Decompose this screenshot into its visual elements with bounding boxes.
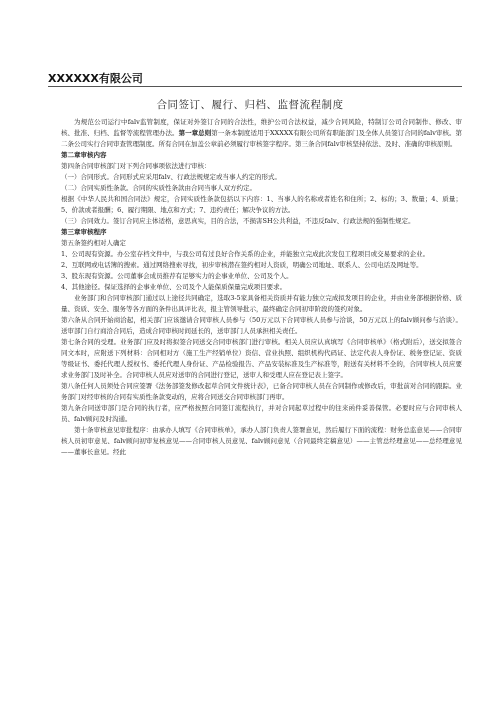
article-7: 第七条合同的受理。业务部门应及时将拟签合同送交合同审核部门进行审核。相关人员应认真填写《合同审核单》（格式附后），送交拟签合同文本时，应附送下列材料：合同相对方（施工生产经销单位）资信、营业执照、组织机构代码证、法定代表人身份证、税务登记证、资质等级证书、委托代理人授权书、委托代理人身份证、产品检验报告、产品安装标准及生产标准等，附送有关材料不全的，合同审核人员应要求业务部门及时补全。合同审核人员应对送审的合同进行登记，送审人和受理人应在登记表上签字。	[61, 338, 462, 379]
article-5-summary: 业务部门和合同审核部门通过以上途径共同确定，选取3-5家具备相关资质并有能力独立完成拟发项目的企业，并由业务部根据价格、质量、资质、安全、服务等各方面的条件出具评比表，报主管领导批示，最终确定合同初审阶段的签约对象。	[61, 294, 462, 313]
article-4: 第四条合同审核部门对下列合同事项依法进行审核：	[61, 162, 211, 170]
chapter-1-heading: 第一章总则	[178, 129, 212, 137]
document-body	[61, 117, 462, 458]
article-5-item-3: 3、股东现有资源。公司董事会成员推荐有足够实力的企事业单位、公司及个人。	[61, 272, 293, 280]
item-contract-form: （一）合同形式。合同形式应采用falv、行政法规规定或当事人约定的形式。	[61, 173, 282, 181]
article-5-item-4: 4、其他途径。保证选择的企事业单位、公司及个人能保质保量完成项目要求。	[61, 283, 287, 291]
article-6: 第六条从合同开始商洽起，相关部门应该邀请合同审核人员参与（50万元以下合同审核人员参与洽谈，50万元以上的falv顾问参与洽谈）。送审部门自行商洽合同后，造成合同审核时间延长的，送审部门人员承担相关责任。	[61, 316, 462, 335]
contract-law-terms: 根据《中华人民共和国合同法》规定，合同实质性条款包括以下内容：1、当事人的名称或者姓名和住所；2、标的；3、数量；4、质量；5、价款或者报酬；6、履行期限、地点和方式；7、违约责任；解决争议的方法。	[61, 195, 462, 214]
intro-text: 为规范公司运行中falv监管制度，保证对外签订合同的合法性，维护公司合法权益，减少合同风险，特制订公司合同制作、修改、审核、批准、归档、监督等流程管理办法。	[61, 118, 462, 137]
article-5: 第五条签约相对人确定	[61, 239, 126, 247]
item-substantive-terms: （二）合同实质性条款。合同的实质性条款由合同当事人双方约定。	[61, 184, 256, 192]
article-8: 第八条任何人员须处合同应签署《法务部签发修改起草合同文件统计表》，已备合同审核人员在合同制作或修改后，审批前对合同的跟踪。业务部门对经审核的合同有实质性条款变动的，应将合同送交合同审核部门再审。	[61, 382, 462, 401]
article-9: 第九条合同送审部门是合同的执行者，应严格按照合同签订流程执行，并对合同起草过程中的往来函件妥善保管。必要时应与合同审核人员、falv顾问及时沟通。	[61, 404, 462, 423]
chapter-3-heading: 第三章审核程序	[61, 228, 107, 236]
chapter-2-heading: 第二章审核内容	[61, 151, 107, 159]
intro-paragraph	[61, 117, 462, 150]
article-10: 第十条审核意见审批程序：由承办人填写《合同审核单》，承办人部门负责人签署意见，然后履行下面的流程：财务总监意见——合同审核人员初审意见、falv顾问初审复核意见——合同审核人员意见、falv顾问意见（合同最终定稿意见）——主管总经理意见——总经理意见——董事长意见。经此	[61, 426, 462, 456]
company-name: XXXXXX有限公司	[48, 72, 143, 85]
article-5-item-1: 1、公司现有资源。办公室存档文件中，与我公司有过良好合作关系的企业，并能独立完成此次发包工程项目或交易要求的企业。	[61, 250, 430, 258]
header-divider	[48, 86, 462, 87]
intro-text-continued: 第一条本制度适用于XXXXX有限公司所有职能部门及全体人员签订合同的falv审核。第二条公司实行合同审查管理制度。所有合同在加盖公章前必须履行审核签字程序。第三条合同falv审核坚持依法、及时、准确的审核原则。	[61, 129, 463, 148]
document-title: 合同签订、履行、归档、监督流程制度	[156, 99, 344, 111]
item-contract-validity: （三）合同效力。签订合同应主体适格，意思真实，目的合法，不损害SH公共利益，不违反falv、行政法规的强制性规定。	[61, 217, 415, 225]
article-5-item-2: 2、互联网或电话簿的搜索。通过网络搜索寻找，初步审核潜在签约相对人资质，明确公司地址、联系人、公司电话及网址等。	[61, 261, 423, 269]
